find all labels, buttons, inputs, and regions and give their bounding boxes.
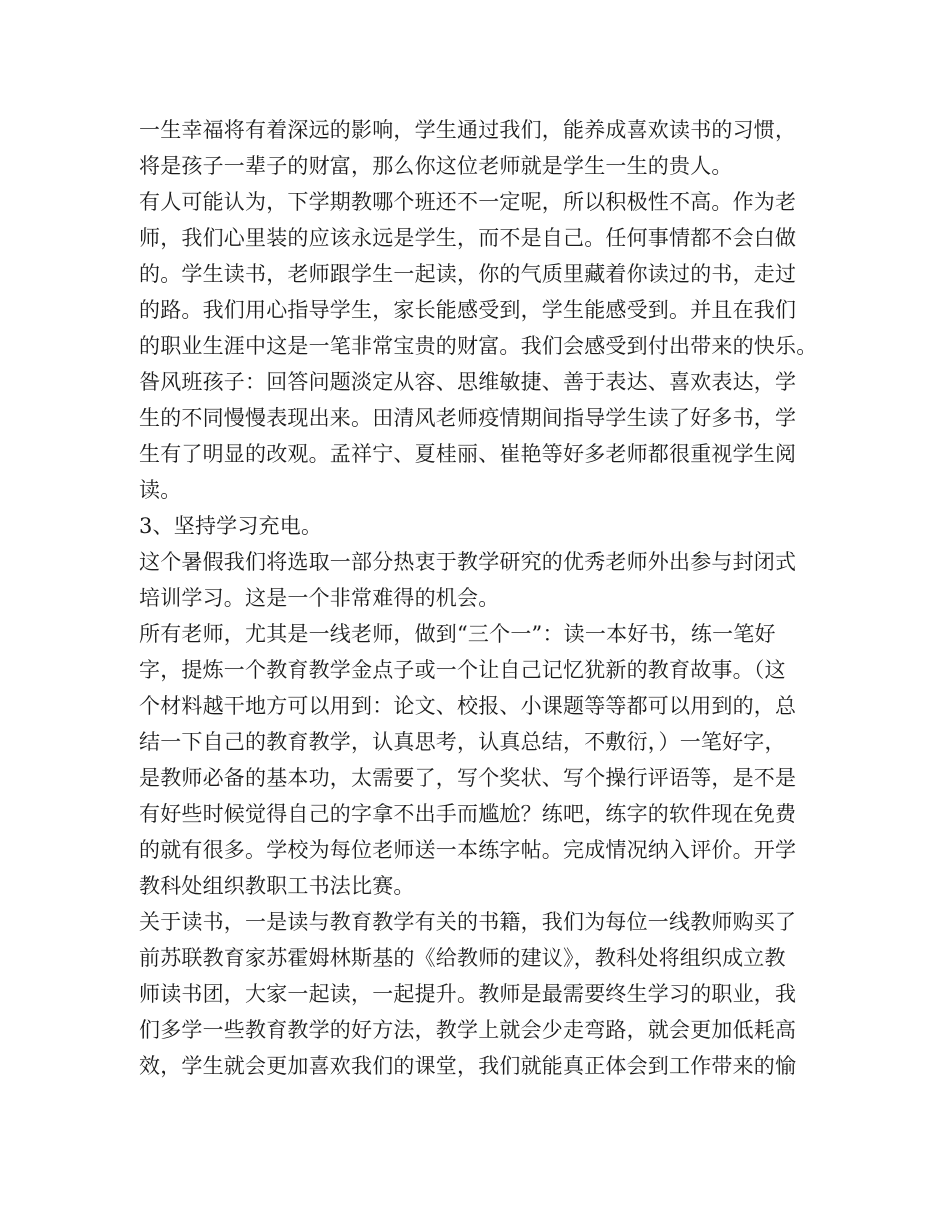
text-line: 培训学习。这是一个非常难得的机会。 <box>139 586 500 610</box>
text-line: 一生幸福将有着深远的影响，学生通过我们，能养成喜欢读书的习惯， <box>139 118 797 142</box>
text-line: 的职业生涯中这是一笔非常宝贵的财富。我们会感受到付出带来的快乐。 <box>139 334 818 358</box>
text-line: 生有了明显的改观。孟祥宁、夏桂丽、崔艳等好多老师都很重视学生阅 <box>139 442 797 466</box>
text-line: 个材料越干地方可以用到：论文、校报、小课题等等都可以用到的，总 <box>139 694 797 718</box>
text-line: 有人可能认为，下学期教哪个班还不一定呢，所以积极性不高。作为老 <box>139 190 797 214</box>
text-line: 的。学生读书，老师跟学生一起读，你的气质里藏着你读过的书，走过 <box>139 262 797 286</box>
text-line: 生的不同慢慢表现出来。田清风老师疫情期间指导学生读了好多书，学 <box>139 406 797 430</box>
text-line: 这个暑假我们将选取一部分热衷于教学研究的优秀老师外出参与封闭式 <box>139 550 797 574</box>
text-line: 将是孩子一辈子的财富，那么你这位老师就是学生一生的贵人。 <box>139 154 733 178</box>
text-line: 读。 <box>139 478 182 502</box>
body-text <box>139 112 829 1084</box>
text-line: 师，我们心里装的应该永远是学生，而不是自己。任何事情都不会白做 <box>139 226 797 250</box>
text-line: 们多学一些教育教学的好方法，教学上就会少走弯路，就会更加低耗高 <box>139 1018 797 1042</box>
text-line: 师读书团，大家一起读，一起提升。教师是最需要终生学习的职业，我 <box>139 982 797 1006</box>
text-line: 效，学生就会更加喜欢我们的课堂，我们就能真正体会到工作带来的愉 <box>139 1054 797 1078</box>
text-line: 的就有很多。学校为每位老师送一本练字帖。完成情况纳入评价。开学 <box>139 838 797 862</box>
text-line: 是教师必备的基本功，太需要了，写个奖状、写个操行评语等，是不是 <box>139 766 797 790</box>
text-line: 关于读书，一是读与教育教学有关的书籍，我们为每位一线教师购买了 <box>139 910 797 934</box>
text-line: 结一下自己的教育教学，认真思考，认真总结，不敷衍，）一笔好字， <box>139 730 786 754</box>
text-line: 教科处组织教职工书法比赛。 <box>139 874 415 898</box>
section-heading: 3、坚持学习充电。 <box>139 514 323 538</box>
text-line: 的路。我们用心指导学生，家长能感受到，学生能感受到。并且在我们 <box>139 298 797 322</box>
text-line: 所有老师，尤其是一线老师，做到“三个一”：读一本好书，练一笔好 <box>139 622 776 646</box>
text-line: 前苏联教育家苏霍姆林斯基的《给教师的建议》，教科处将组织成立教 <box>139 946 786 970</box>
text-line: 有好些时候觉得自己的字拿不出手而尴尬？练吧，练字的软件现在免费 <box>139 802 797 826</box>
text-line: 昝风班孩子：回答问题淡定从容、思维敏捷、善于表达、喜欢表达，学 <box>139 370 797 394</box>
text-line: 字，提炼一个教育教学金点子或一个让自己记忆犹新的教育故事。（这 <box>139 658 786 682</box>
